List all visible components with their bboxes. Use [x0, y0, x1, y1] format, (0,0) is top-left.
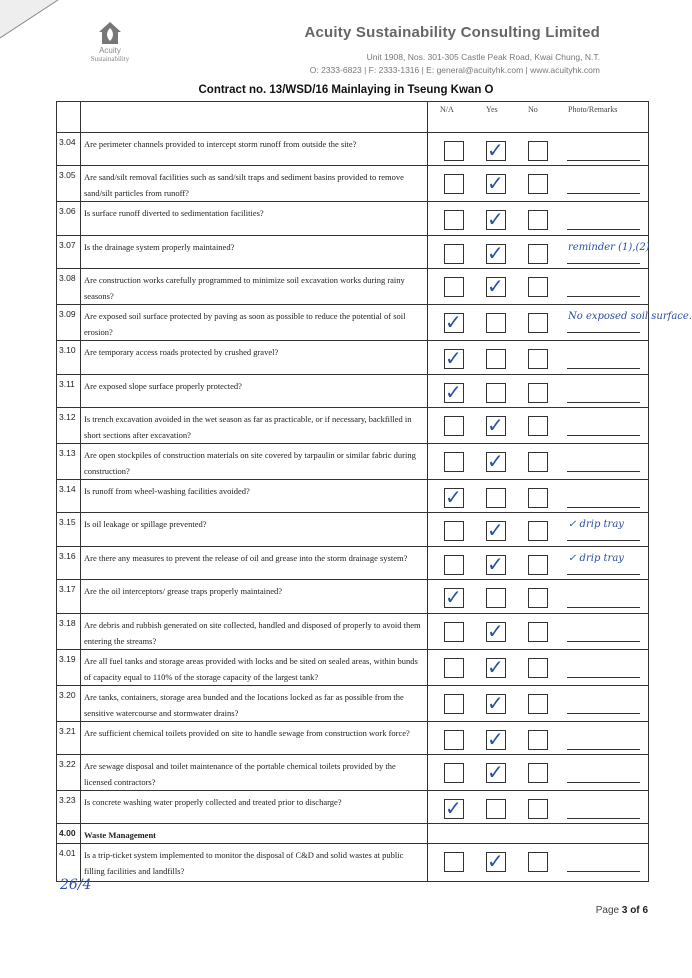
answer-cell — [428, 269, 649, 305]
checklist-row — [57, 202, 649, 235]
na-checkbox[interactable] — [444, 555, 464, 575]
yes-checkbox[interactable] — [486, 690, 506, 715]
na-checkbox[interactable] — [444, 694, 464, 714]
checklist-row — [57, 374, 649, 407]
answer-cell — [428, 235, 649, 268]
yes-checkbox[interactable] — [486, 654, 506, 679]
remark-line — [567, 607, 640, 608]
remark-line — [567, 402, 640, 403]
check-mark-icon: ✓ — [487, 412, 504, 437]
yes-checkbox[interactable] — [486, 412, 506, 437]
answer-cell — [428, 613, 649, 649]
yes-checkbox[interactable] — [486, 138, 506, 162]
na-checkbox[interactable] — [444, 416, 464, 436]
remark-text: reminder (1),(2) — [568, 241, 650, 253]
na-checkbox[interactable] — [444, 277, 464, 297]
check-mark-icon: ✓ — [487, 274, 504, 299]
item-question: Are open stockpiles of construction materials on site covered by tarpaulin or similar fabric during construction? — [81, 443, 428, 479]
no-checkbox[interactable] — [528, 555, 548, 575]
page-label: Page — [595, 905, 620, 916]
corner-decoration — [0, 0, 60, 40]
item-question: Are the oil interceptors/ grease traps properly maintained? — [81, 580, 428, 613]
item-number: 3.10 — [57, 341, 81, 374]
answer-cell — [428, 721, 649, 754]
checklist-row — [57, 166, 649, 202]
no-checkbox[interactable] — [528, 383, 548, 403]
yes-checkbox[interactable] — [486, 849, 506, 874]
item-question: Are there any measures to prevent the release of oil and grease into the storm drainage system? — [81, 546, 428, 579]
checklist-row — [57, 844, 649, 882]
yes-checkbox[interactable] — [486, 618, 506, 643]
checklist-row — [57, 133, 649, 166]
checklist-row — [57, 407, 649, 443]
remark-line — [567, 713, 640, 714]
page-total: 6 — [642, 905, 648, 916]
na-checkbox[interactable] — [444, 622, 464, 642]
item-number: 3.11 — [57, 374, 81, 407]
remark-line — [567, 368, 640, 369]
section-number: 4.00 — [57, 824, 81, 844]
checklist-row — [57, 685, 649, 721]
item-number: 3.22 — [57, 754, 81, 790]
item-number: 3.21 — [57, 721, 81, 754]
yes-checkbox[interactable] — [486, 207, 506, 232]
check-mark-icon: ✓ — [487, 551, 504, 576]
remark-line — [567, 296, 640, 297]
no-checkbox[interactable] — [528, 244, 548, 264]
answer-cell — [428, 479, 649, 512]
item-question: Are debris and rubbish generated on site collected, handled and disposed of properly to avoid them entering the streams? — [81, 613, 428, 649]
na-checkbox[interactable] — [444, 521, 464, 541]
page-of-label: of — [630, 905, 640, 916]
remark-line — [567, 160, 640, 161]
check-mark-icon: ✓ — [487, 618, 504, 643]
logo-subtitle: Sustainability — [90, 55, 130, 63]
remark-text: No exposed soil surface. — [568, 311, 692, 323]
check-mark-icon: ✓ — [487, 207, 504, 232]
item-question: Are all fuel tanks and storage areas provided with locks and be sited on sealed areas, within bunds of capacity equal to 110% of the storage capacity of the largest tank? — [81, 649, 428, 685]
answer-cell — [428, 754, 649, 790]
check-mark-icon: ✓ — [445, 379, 462, 404]
na-checkbox[interactable] — [444, 310, 464, 335]
no-checkbox[interactable] — [528, 174, 548, 194]
item-question: Are sewage disposal and toilet maintenance of the portable chemical toilets provided by the licensed contractors? — [81, 754, 428, 790]
item-question: Are exposed slope surface properly protected? — [81, 374, 428, 407]
na-checkbox[interactable] — [444, 244, 464, 264]
answer-cell — [428, 166, 649, 202]
section-blank — [428, 824, 649, 844]
answer-cell — [428, 649, 649, 685]
check-mark-icon: ✓ — [487, 759, 504, 784]
answer-cell — [428, 546, 649, 579]
yes-checkbox[interactable] — [486, 171, 506, 196]
answer-cell — [428, 580, 649, 613]
na-checkbox[interactable] — [444, 141, 464, 161]
checklist-row — [57, 235, 649, 268]
na-checkbox[interactable] — [444, 452, 464, 472]
item-number: 3.18 — [57, 613, 81, 649]
yes-checkbox[interactable] — [486, 313, 506, 333]
checklist-row — [57, 790, 649, 823]
no-checkbox[interactable] — [528, 694, 548, 714]
item-question: Is concrete washing water properly collected and treated prior to discharge? — [81, 790, 428, 823]
no-checkbox[interactable] — [528, 658, 548, 678]
na-checkbox[interactable] — [444, 852, 464, 872]
item-number: 3.06 — [57, 202, 81, 235]
item-question: Is runoff from wheel-washing facilities avoided? — [81, 479, 428, 512]
item-question: Are sand/silt removal facilities such as sand/silt traps and sediment basins provided to remove sand/silt particles from runoff? — [81, 166, 428, 202]
item-number: 3.05 — [57, 166, 81, 202]
remark-line — [567, 471, 640, 472]
checklist-row — [57, 269, 649, 305]
checklist-row — [57, 443, 649, 479]
company-logo — [78, 20, 142, 80]
item-number: 3.15 — [57, 513, 81, 546]
no-checkbox[interactable] — [528, 416, 548, 436]
check-mark-icon: ✓ — [445, 585, 462, 610]
col-no: No — [528, 105, 538, 114]
na-checkbox[interactable] — [444, 795, 464, 820]
na-checkbox[interactable] — [444, 585, 464, 610]
na-checkbox[interactable] — [444, 210, 464, 230]
no-checkbox[interactable] — [528, 488, 548, 508]
yes-checkbox[interactable] — [486, 488, 506, 508]
item-question: Are construction works carefully programmed to minimize soil excavation works during rainy seasons? — [81, 269, 428, 305]
check-mark-icon: ✓ — [445, 484, 462, 509]
check-mark-icon: ✓ — [487, 518, 504, 543]
answer-cell — [428, 133, 649, 166]
yes-checkbox[interactable] — [486, 799, 506, 819]
item-number: 3.12 — [57, 407, 81, 443]
no-checkbox[interactable] — [528, 763, 548, 783]
na-checkbox[interactable] — [444, 763, 464, 783]
remark-line — [567, 818, 640, 819]
remark-line — [567, 435, 640, 436]
contact-line: O: 2333-6823 | F: 2333-1316 | E: general@acuityhk.com | www.acuityhk.com — [309, 65, 600, 75]
no-checkbox[interactable] — [528, 799, 548, 819]
handwritten-date: 26/4 — [60, 877, 92, 893]
remark-line — [567, 540, 640, 541]
item-number: 4.01 — [57, 844, 81, 882]
no-checkbox[interactable] — [528, 521, 548, 541]
check-mark-icon: ✓ — [487, 240, 504, 265]
checklist-row — [57, 513, 649, 546]
remark-line — [567, 229, 640, 230]
item-question: Is a trip-ticket system implemented to monitor the disposal of C&D and solid wastes at public filling facilities and landfills? — [81, 844, 428, 882]
remark-line — [567, 574, 640, 575]
yes-checkbox[interactable] — [486, 349, 506, 369]
contract-title: Contract no. 13/WSD/16 Mainlaying in Tseung Kwan O — [198, 84, 494, 96]
item-question: Is surface runoff diverted to sedimentation facilities? — [81, 202, 428, 235]
check-mark-icon: ✓ — [487, 448, 504, 473]
answer-cell — [428, 305, 692, 341]
answer-cell — [428, 443, 649, 479]
company-name: Acuity Sustainability Consulting Limited — [304, 24, 600, 41]
section-row — [57, 824, 649, 844]
logo-house-icon — [97, 20, 123, 46]
checklist-row — [57, 754, 649, 790]
answer-cell — [428, 790, 649, 823]
item-question: Is oil leakage or spillage prevented? — [81, 513, 428, 546]
remark-line — [567, 332, 640, 333]
address-line: Unit 1908, Nos. 301-305 Castle Peak Road, Kwai Chung, N.T. — [366, 52, 600, 62]
checklist-row — [57, 580, 649, 613]
yes-checkbox[interactable] — [486, 551, 506, 576]
answer-cell — [428, 407, 649, 443]
section-title: Waste Management — [81, 824, 428, 844]
item-number: 3.23 — [57, 790, 81, 823]
item-number: 3.16 — [57, 546, 81, 579]
item-number: 3.14 — [57, 479, 81, 512]
na-checkbox[interactable] — [444, 730, 464, 750]
answer-cell — [428, 844, 649, 882]
remark-line — [567, 193, 640, 194]
no-checkbox[interactable] — [528, 210, 548, 230]
remark-line — [567, 749, 640, 750]
na-checkbox[interactable] — [444, 658, 464, 678]
yes-checkbox[interactable] — [486, 448, 506, 473]
item-number: 3.07 — [57, 235, 81, 268]
remark-line — [567, 871, 640, 872]
page-current: 3 — [621, 905, 628, 916]
checklist-row — [57, 341, 649, 374]
item-question: Are tanks, containers, storage area bunded and the locations locked as far as possible from the sensitive watercourse and stormwater drains? — [81, 685, 428, 721]
check-mark-icon: ✓ — [487, 138, 504, 162]
remark-line — [567, 507, 640, 508]
logo-name: Acuity — [99, 46, 121, 55]
yes-checkbox[interactable] — [486, 274, 506, 299]
no-checkbox[interactable] — [528, 622, 548, 642]
no-checkbox[interactable] — [528, 852, 548, 872]
checklist-row — [57, 649, 649, 685]
check-mark-icon: ✓ — [487, 171, 504, 196]
item-question: Are sufficient chemical toilets provided on site to handle sewage from construction work force? — [81, 721, 428, 754]
answer-cell — [428, 341, 649, 374]
no-checkbox[interactable] — [528, 313, 548, 333]
item-number: 3.04 — [57, 133, 81, 166]
na-checkbox[interactable] — [444, 346, 464, 371]
yes-checkbox[interactable] — [486, 518, 506, 543]
item-question: Are perimeter channels provided to intercept storm runoff from outside the site? — [81, 133, 428, 166]
no-checkbox[interactable] — [528, 349, 548, 369]
item-number: 3.19 — [57, 649, 81, 685]
page-number — [596, 905, 648, 916]
company-address — [310, 51, 600, 77]
remark-line — [567, 263, 640, 264]
item-number: 3.08 — [57, 269, 81, 305]
answer-cell — [428, 685, 649, 721]
check-mark-icon: ✓ — [487, 654, 504, 679]
answer-cell — [428, 202, 649, 235]
na-checkbox[interactable] — [444, 484, 464, 509]
header-question-cell — [81, 102, 428, 133]
remark-line — [567, 677, 640, 678]
item-question: Is the drainage system properly maintained? — [81, 235, 428, 268]
item-question: Is trench excavation avoided in the wet season as far as practicable, or if necessary, backfilled in short sections after excavation? — [81, 407, 428, 443]
yes-checkbox[interactable] — [486, 726, 506, 751]
check-mark-icon: ✓ — [487, 690, 504, 715]
check-mark-icon: ✓ — [445, 795, 462, 820]
item-number: 3.09 — [57, 305, 81, 341]
yes-checkbox[interactable] — [486, 240, 506, 265]
item-question: Are exposed soil surface protected by paving as soon as possible to reduce the potential of soil erosion? — [81, 305, 428, 341]
no-checkbox[interactable] — [528, 730, 548, 750]
header-num-cell — [57, 102, 81, 133]
remark-line — [567, 641, 640, 642]
no-checkbox[interactable] — [528, 452, 548, 472]
yes-checkbox[interactable] — [486, 759, 506, 784]
item-question: Are temporary access roads protected by crushed gravel? — [81, 341, 428, 374]
yes-checkbox[interactable] — [486, 588, 506, 608]
item-number: 3.17 — [57, 580, 81, 613]
answer-cell — [428, 374, 649, 407]
check-mark-icon: ✓ — [487, 726, 504, 751]
checklist-row — [57, 479, 649, 512]
no-checkbox[interactable] — [528, 277, 548, 297]
na-checkbox[interactable] — [444, 379, 464, 404]
remark-text: ✓ drip tray — [568, 552, 624, 564]
header-row — [57, 102, 649, 133]
checklist-row — [57, 721, 649, 754]
item-number: 3.13 — [57, 443, 81, 479]
checklist-row — [57, 305, 649, 341]
remark-line — [567, 782, 640, 783]
col-na: N/A — [440, 105, 454, 114]
remark-text: ✓ drip tray — [568, 519, 624, 531]
checklist-row — [57, 546, 649, 579]
check-mark-icon: ✓ — [445, 346, 462, 371]
checklist-row — [57, 613, 649, 649]
checklist-table — [56, 101, 692, 882]
item-number: 3.20 — [57, 685, 81, 721]
col-yes: Yes — [486, 105, 498, 114]
check-mark-icon: ✓ — [487, 849, 504, 874]
answer-cell — [428, 513, 649, 546]
header-columns-cell — [428, 102, 649, 133]
no-checkbox[interactable] — [528, 588, 548, 608]
no-checkbox[interactable] — [528, 141, 548, 161]
letterhead — [0, 0, 692, 90]
check-mark-icon: ✓ — [445, 310, 462, 335]
col-remarks: Photo/Remarks — [568, 105, 618, 114]
yes-checkbox[interactable] — [486, 383, 506, 403]
na-checkbox[interactable] — [444, 174, 464, 194]
